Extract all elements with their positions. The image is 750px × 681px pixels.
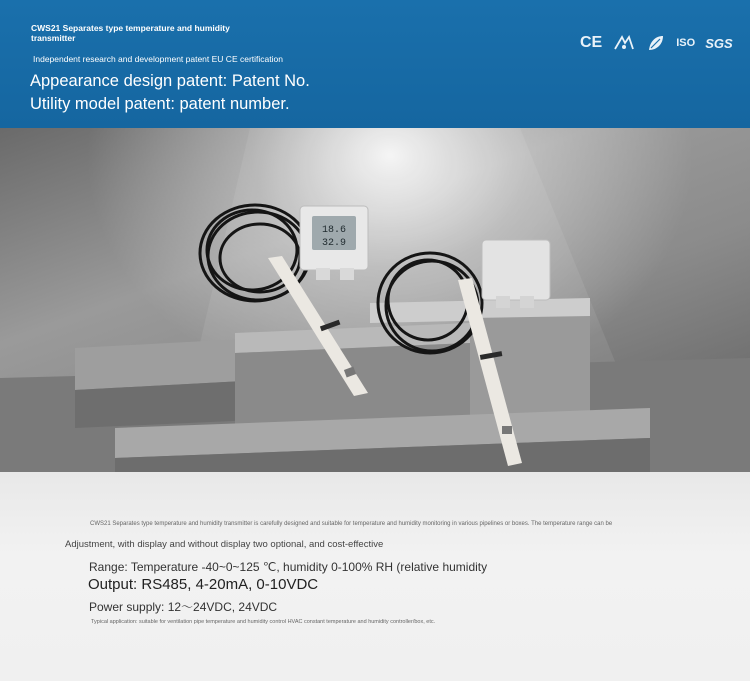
product-scene bbox=[0, 128, 750, 472]
typical-application: Typical application: suitable for ventilation pipe temperature and humidity control HVAC constant temperature and humidity controller/box, etc. bbox=[91, 619, 436, 625]
transmitter-housing-right bbox=[482, 240, 550, 300]
adjustment-text: Adjustment, with display and without display two optional, and cost-effective bbox=[65, 539, 384, 550]
utility-patent-line: Utility model patent: patent number. bbox=[30, 95, 290, 113]
rohs-icon bbox=[612, 34, 636, 52]
range-spec: Range: Temperature -40~0~125 ℃, humidity 0-100% RH (relative humidity bbox=[89, 560, 488, 574]
certification-badges bbox=[580, 33, 733, 53]
iso-mark: ISO bbox=[676, 37, 696, 49]
sgs-mark: SGS bbox=[705, 35, 733, 51]
leaf-cert-icon bbox=[646, 33, 666, 53]
output-spec: Output: RS485, 4-20mA, 0-10VDC bbox=[88, 576, 319, 593]
ce-mark: CE bbox=[580, 34, 603, 51]
power-spec: Power supply: 12～24VDC, 24VDC bbox=[89, 600, 278, 614]
display-reading-top: 18.6 bbox=[321, 225, 347, 236]
appearance-patent-line: Appearance design patent: Patent No. bbox=[30, 72, 310, 90]
display-reading-bottom: 32.9 bbox=[321, 238, 347, 249]
product-title: CWS21 Separates type temperature and humidity transmitter bbox=[31, 23, 230, 43]
intro-text: CWS21 Separates type temperature and humidity transmitter is carefully designed and suitable for temperature and humidity monitoring in various pipelines or boxes. The temperature range can be bbox=[90, 521, 613, 527]
product-photo bbox=[0, 128, 750, 472]
header-banner bbox=[0, 0, 750, 128]
certification-subtitle: Independent research and development patent EU CE certification bbox=[33, 54, 283, 64]
